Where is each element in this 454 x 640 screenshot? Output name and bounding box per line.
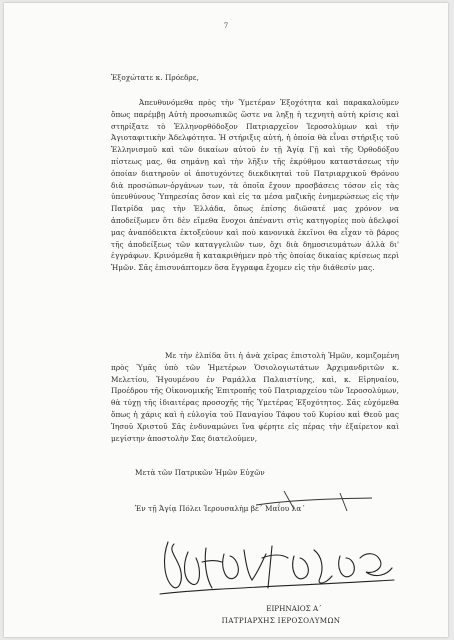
page-number: 7 [223, 22, 229, 30]
signatory-title: ΠΑΤΡΙΑΡΧΗΣ ΙΕΡΟΣΟΛΥΜΩΝ [221, 616, 341, 625]
letter-paragraph-2: Με τὴν ἐλπίδα ὅτι ἡ ἀνὰ χεῖρας ἐπιστολὴ Ἡμῶν, κομιζομένη πρὸς Ὑμᾶς ὑπὸ τῶν Ἡμετέρων Ὁσιολογιωτάτων Ἀρχιμανδριτῶν κ. Μελετίου, Ἡγουμένου ἐν Ραμάλλα Παλαιστίνης, καὶ, κ. Εἰρηναίου, Προέδρου τῆς Οἰκονομικῆς Ἐπιτροπῆς τοῦ Πατριαρχείου τῶν Ἱεροσολύμων, θὰ τύχῃ τῆς ἰδιαιτέρας προσοχῆς τῆς Ὑμετέρας Ἐξοχότητος. Σᾶς εὐχόμεθα ὅπως ἡ χάρις καὶ ἡ εὐλογία τοῦ Παναγίου Τάφου τοῦ Κυρίου καὶ Θεοῦ μας Ἰησοῦ Χριστοῦ Σᾶς ἐνδυναμώνει ἵνα φέρητε εἰς πέρας τὴν ἐξαίρετον καὶ μεγίστην ἀποστολὴν Σας διατελοῦμεν, [111, 351, 399, 443]
closing-greeting: Μετὰ τῶν Πατρικῶν Ἡμῶν Εὐχῶν [135, 468, 265, 477]
salutation: Ἐξοχώτατε κ. Πρόεδρε, [111, 73, 199, 82]
letter-paragraph-1: Ἀπευθυνόμεθα πρὸς τὴν Ὑμετέραν Ἐξοχότητα καὶ παρακαλοῦμεν ὅπως παρέμβῃ Αὐτὴ προσωπικῶς ὥστε να ληξῃ ἡ τεχνητὴ αὐτὴ κρίσις καὶ στηρίξατε τὸ Ἑλληνορθόδοξον Πατριαρχεῖον Ἱεροσολύμων καὶ τὴν Ἁγιοταφιτικὴν Ἀδελφότητα. Ἡ στήριξις αὐτή, ἡ ὁποία θὰ εἶναι στήριξις τοῦ Ἑλληνισμοῦ καὶ τῶν δικαίων αὐτοῦ ἐν τῇ Ἁγίᾳ Γῇ καὶ τῆς Ὀρθοδόξου πίστεως μας, θα σημάνῃ καὶ τὴν λῆξιν τῆς ἐκρύθμου καταστάσεως τὴν ὁποίαν διατηροῦν οἱ ἀποτυχόντες διεκδικηταὶ τοῦ Πατριαρχικοῦ Θρόνου διὰ προσώπων-ὀργάνων των, τὰ ὁποῖα ἔχουν προσβάσεις τόσον εἰς τὰς ὑπευθύνους Ὑπηρεσίας ὅσον καὶ εἰς τα μέσα μαζικῆς ἐνημερώσεως εἰς τὴν Πατρίδα μας τὴν Ἑλλάδα, ὅπως ἐπίσης διῶσατέ μας χρόνον να ἀποδείξωμεν ὅτι δὲν εἴμεθα ἔνοχοι ἀπέναντι στὶς κατηγορίες ποὺ ἀδελφοί μας ἀναπόδεικτα ἐκτοξεύουν καὶ ποὺ κανονικὰ ἐκεῖνοι θα εἶχαν τὸ βάρος τῆς ἀποδείξεως τῶν καταγγελιῶν των, ὄχι διὰ δημοσιευμάτων ἀλλὰ δι' ἐγγράφων. Κρινόμεθα ἤ κατακριθήμεν πρὸ τῆς ὁποίας δικαίας κρίσεως περὶ Ἡμῶν. Σᾶς ἐπισυνάπτομεν ὅσα ἔγγραφα ἔχομεν εἰς τὴν διάθεσίν μας. [111, 98, 399, 273]
signatory-name: ΕΙΡΗΝΑΙΟΣ Α΄ [266, 604, 322, 613]
place-and-date: Ἐν τῇ Ἁγίᾳ Πόλει Ἱερουσαλὴμ βε΄ Μαΐου λα΄ [135, 504, 306, 513]
handwritten-signature-icon [154, 528, 404, 604]
document-page [4, 3, 448, 637]
